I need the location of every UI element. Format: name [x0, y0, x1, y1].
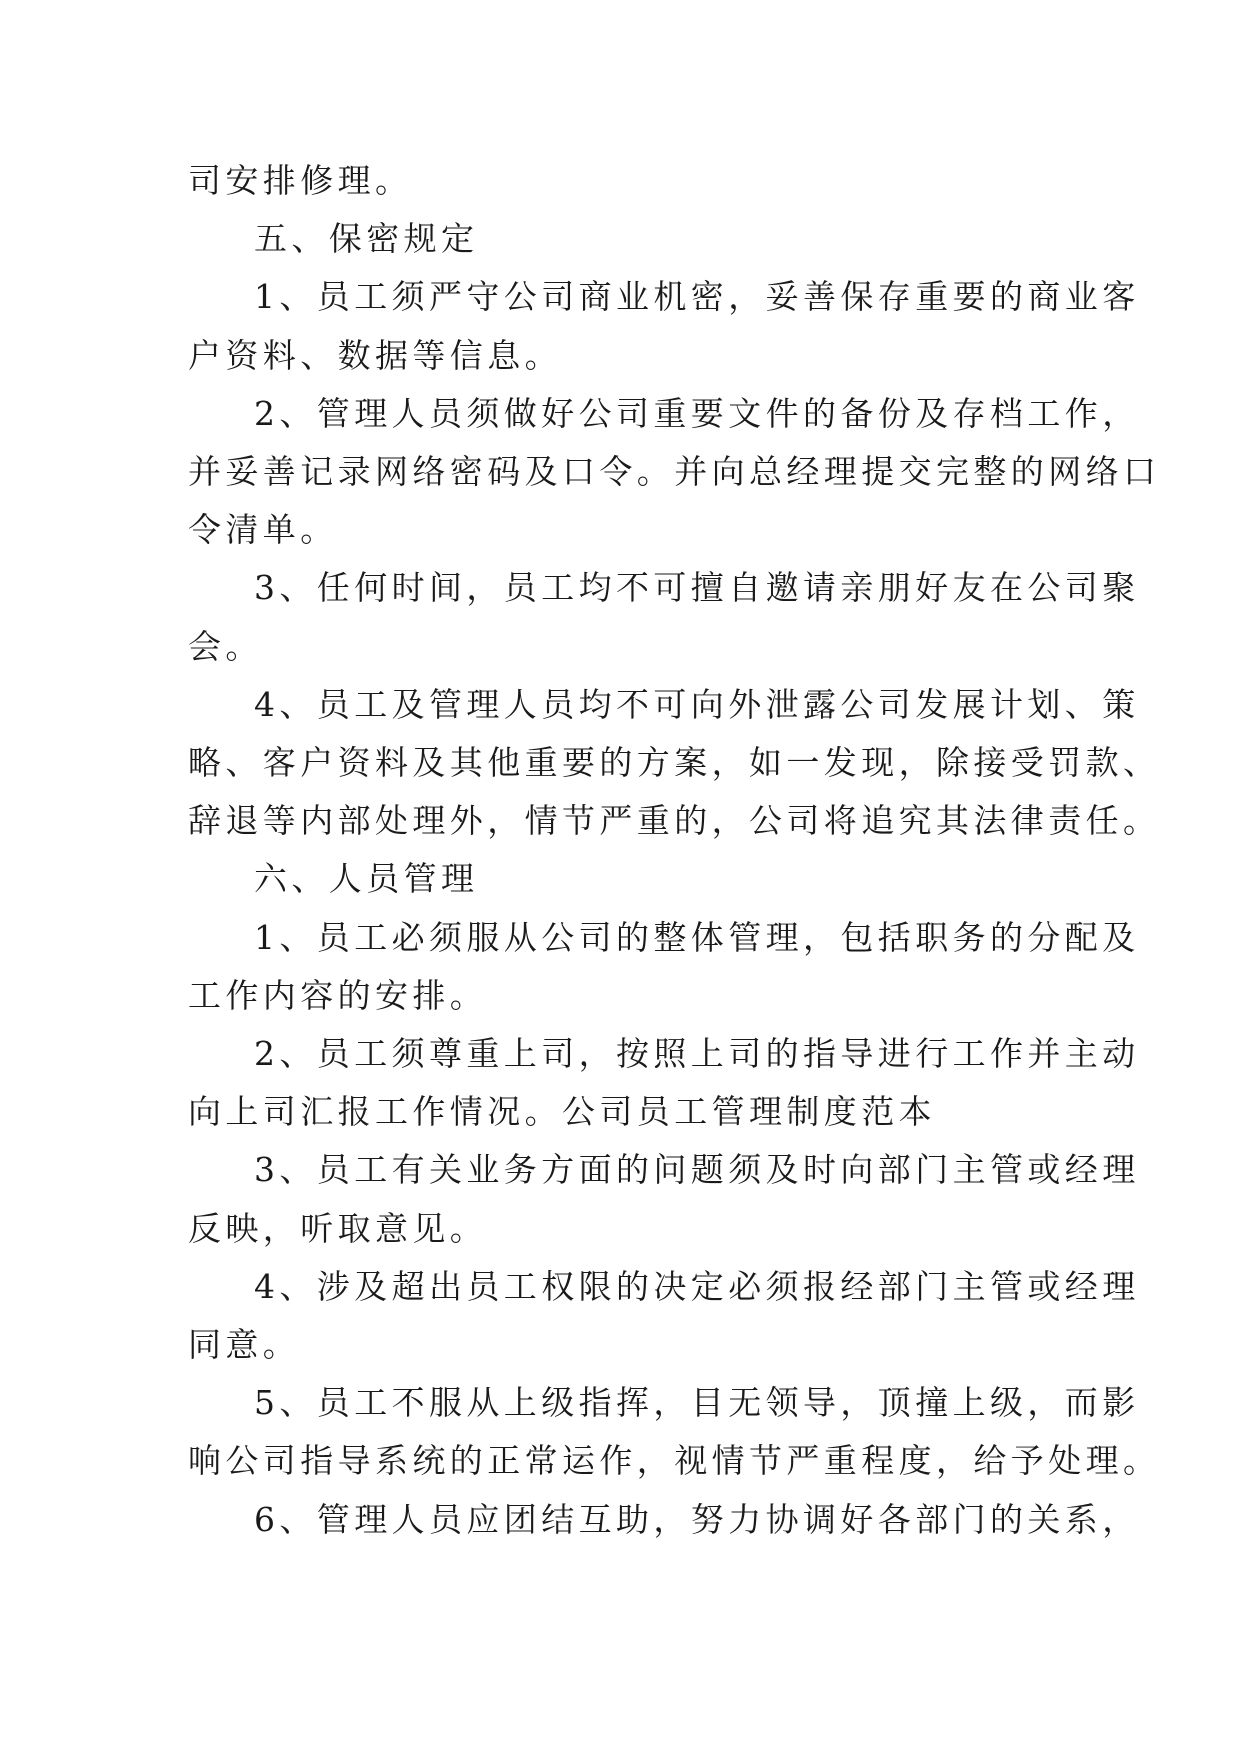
- text-line: 4、员工及管理人员均不可向外泄露公司发展计划、策: [254, 684, 1140, 724]
- text-line: 会。: [188, 626, 263, 666]
- text-line: 辞退等内部处理外，情节严重的，公司将追究其法律责任。: [188, 801, 1161, 841]
- text-line: 司安排修理。: [188, 161, 413, 200]
- text-line: 响公司指导系统的正常运作，视情节严重程度，给予处理。: [188, 1441, 1161, 1481]
- text-line: 向上司汇报工作情况。公司员工管理制度范本: [188, 1092, 936, 1132]
- text-line: 反映，听取意见。: [188, 1208, 488, 1248]
- text-line: 6、管理人员应团结互助，努力协调好各部门的关系，: [254, 1499, 1140, 1539]
- text-line: 1、员工须严守公司商业机密，妥善保存重要的商业客: [254, 277, 1140, 317]
- section-heading: 六、人员管理: [254, 859, 479, 899]
- text-line: 2、管理人员须做好公司重要文件的备份及存档工作，: [254, 393, 1140, 433]
- text-line: 3、员工有关业务方面的问题须及时向部门主管或经理: [254, 1150, 1140, 1190]
- text-line: 同意。: [188, 1325, 301, 1365]
- text-line: 3、任何时间，员工均不可擅自邀请亲朋好友在公司聚: [254, 568, 1140, 608]
- section-heading: 五、保密规定: [254, 219, 479, 259]
- document-body: [188, 152, 1161, 1549]
- text-line: 工作内容的安排。: [188, 975, 488, 1015]
- text-line: 略、客户资料及其他重要的方案，如一发现，除接受罚款、: [188, 743, 1161, 783]
- text-line: 5、员工不服从上级指挥，目无领导，顶撞上级，而影: [254, 1383, 1140, 1423]
- text-line: 4、涉及超出员工权限的决定必须报经部门主管或经理: [254, 1266, 1140, 1306]
- text-line: 户资料、数据等信息。: [188, 335, 562, 375]
- text-line: 1、员工必须服从公司的整体管理，包括职务的分配及: [254, 917, 1140, 957]
- text-line: 2、员工须尊重上司，按照上司的指导进行工作并主动: [254, 1034, 1140, 1074]
- text-line: 令清单。: [188, 510, 338, 550]
- text-line: 并妥善记录网络密码及口令。并向总经理提交完整的网络口: [188, 452, 1161, 492]
